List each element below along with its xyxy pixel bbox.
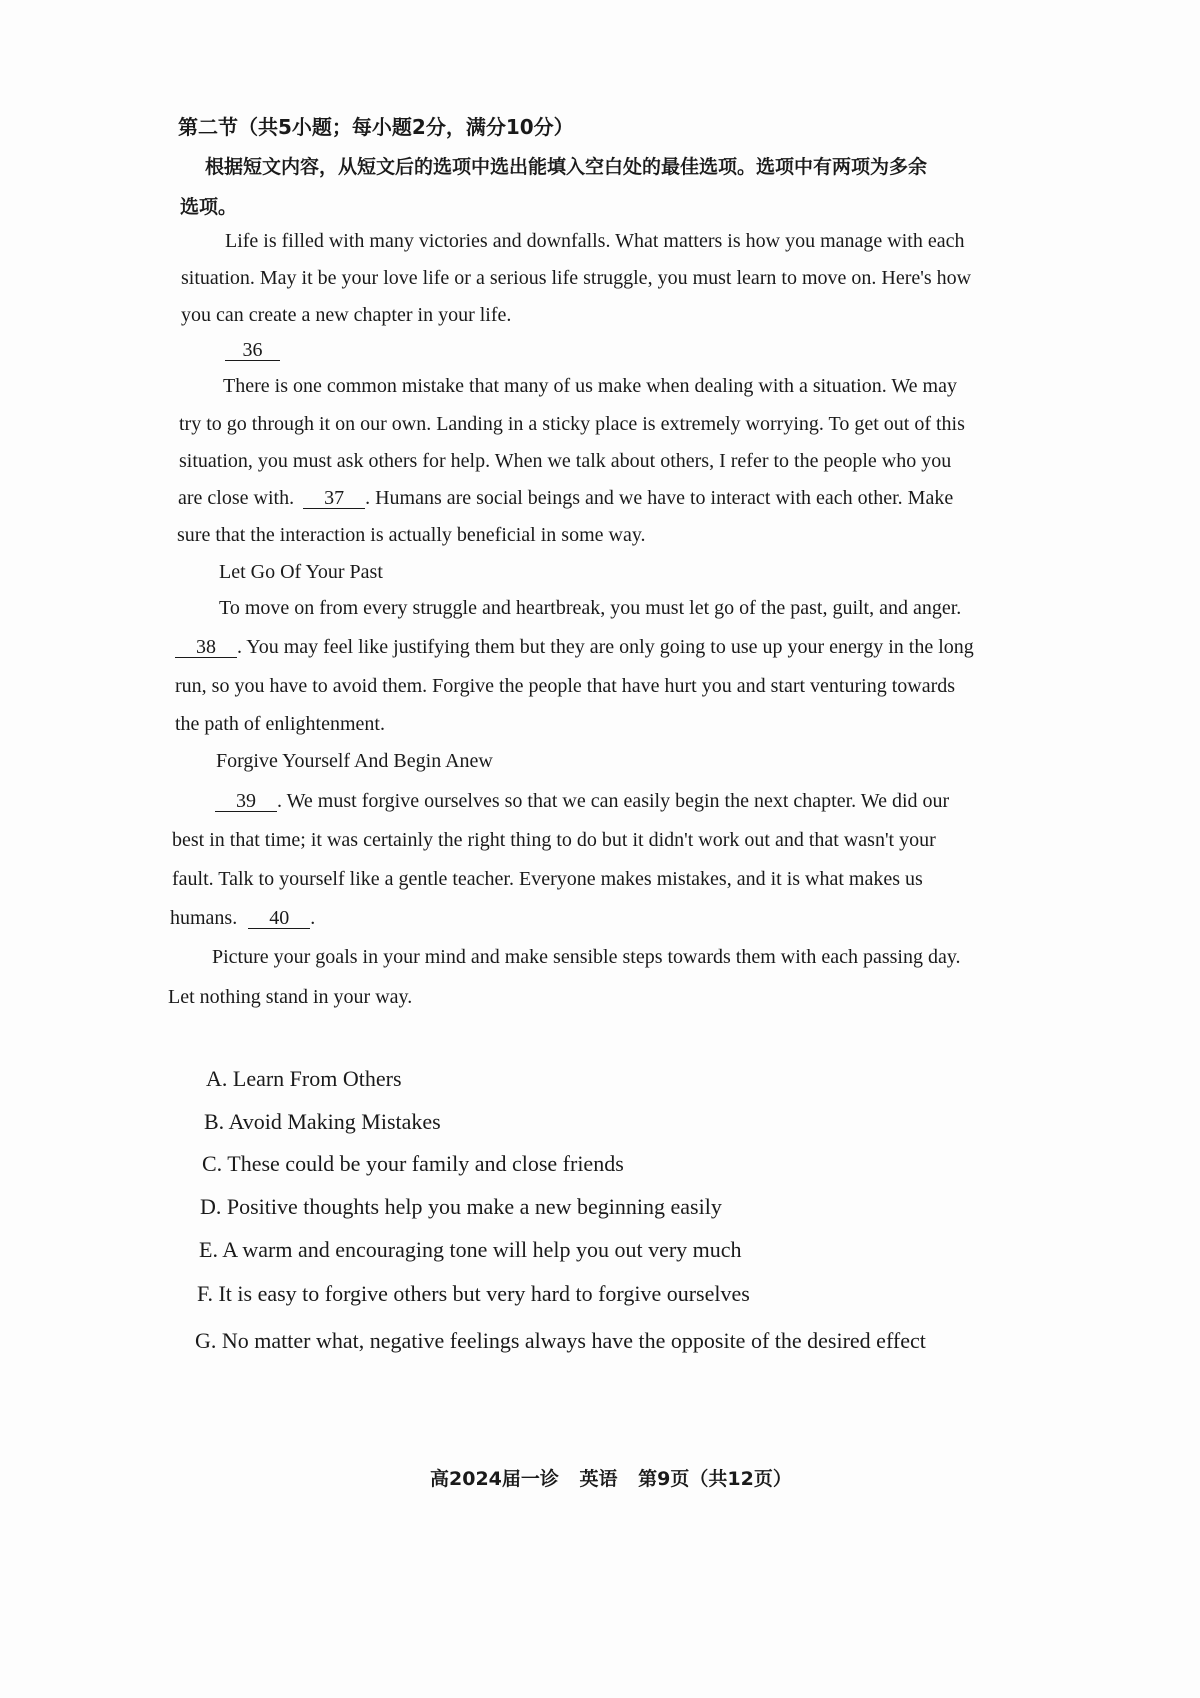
subheading: Let Go Of Your Past [219, 561, 383, 583]
passage-line: Picture your goals in your mind and make sensible steps towards them with each passing day. [212, 946, 961, 968]
passage-line: run, so you have to avoid them. Forgive the people that have hurt you and start venturing towards [175, 675, 956, 697]
passage-text: . [310, 907, 316, 929]
passage-line: Let nothing stand in your way. [168, 986, 413, 1008]
answer-blank: 40 [248, 908, 310, 929]
passage-line: you can create a new chapter in your life. [181, 304, 512, 326]
passage-line: situation. May it be your love life or a serious life struggle, you must learn to move on. Here's how [181, 267, 972, 289]
answer-blank: 38 [175, 637, 237, 658]
option-d: D. Positive thoughts help you make a new beginning easily [200, 1194, 722, 1219]
passage-text: are close with. [178, 487, 295, 509]
section-heading: 第二节（共5小题；每小题2分，满分10分） [178, 115, 574, 139]
passage-line: There is one common mistake that many of us make when dealing with a situation. We may [223, 375, 957, 397]
option-a: A. Learn From Others [206, 1066, 402, 1091]
option-b: B. Avoid Making Mistakes [204, 1109, 441, 1134]
passage-line [175, 635, 974, 659]
passage-line: To move on from every struggle and heartbreak, you must let go of the past, guilt, and anger. [219, 597, 962, 619]
passage-text: . We must forgive ourselves so that we can easily begin the next chapter. We did our [277, 790, 950, 812]
footer-subject: 英语 [579, 1468, 618, 1490]
footer-exam: 高2024届一诊 [430, 1468, 559, 1490]
passage-line: fault. Talk to yourself like a gentle teacher. Everyone makes mistakes, and it is what makes us [172, 868, 923, 890]
passage-line: best in that time; it was certainly the right thing to do but it didn't work out and that wasn't your [172, 829, 936, 851]
section-instruction-cont: 选项。 [180, 196, 238, 218]
option-c: C. These could be your family and close friends [202, 1151, 624, 1176]
option-e: E. A warm and encouraging tone will help you out very much [199, 1237, 742, 1262]
passage-line: Life is filled with many victories and downfalls. What matters is how you manage with each [225, 230, 965, 252]
passage-line [178, 486, 953, 510]
passage-text: humans. [170, 907, 238, 929]
option-g: G. No matter what, negative feelings always have the opposite of the desired effect [195, 1328, 926, 1353]
passage-line [215, 789, 949, 813]
blank-36-line [225, 338, 280, 362]
section-instruction: 根据短文内容，从短文后的选项中选出能填入空白处的最佳选项。选项中有两项为多余 [205, 156, 928, 178]
passage-line: try to go through it on our own. Landing in a sticky place is extremely worrying. To get out of this [179, 413, 965, 435]
passage-line: sure that the interaction is actually beneficial in some way. [177, 524, 646, 546]
option-f: F. It is easy to forgive others but very hard to forgive ourselves [197, 1281, 750, 1306]
answer-blank: 39 [215, 791, 277, 812]
answer-blank: 36 [225, 340, 280, 361]
page-footer [430, 1467, 792, 1491]
passage-text: . You may feel like justifying them but they are only going to use up your energy in the long [237, 636, 974, 658]
footer-page: 第9页（共12页） [638, 1468, 792, 1490]
passage-line: situation, you must ask others for help. When we talk about others, I refer to the people who you [179, 450, 952, 472]
passage-line: the path of enlightenment. [175, 713, 385, 735]
subheading: Forgive Yourself And Begin Anew [216, 750, 493, 772]
passage-text: . Humans are social beings and we have to interact with each other. Make [365, 487, 954, 509]
passage-line [170, 906, 315, 930]
answer-blank: 37 [303, 488, 365, 509]
